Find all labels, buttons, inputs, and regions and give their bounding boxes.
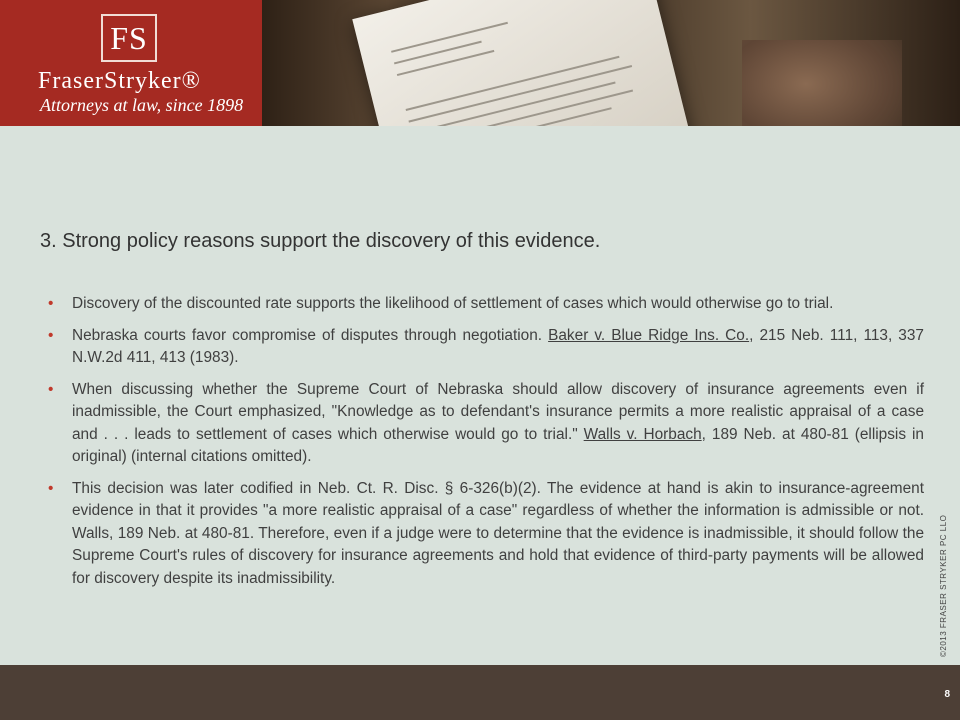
slide-header — [0, 0, 960, 126]
bullet-text: When discussing whether the Supreme Court of Nebraska should allow discovery of insurance agreements even if inadmissible, the Court emphasized, "Knowledge as to defendant's insurance permits a more realistic appraisal of a case and . . . leads to settlement of cases which otherwise would go to trial." — [72, 380, 924, 443]
bullet-icon: • — [48, 380, 54, 398]
bullet-text: Nebraska courts favor compromise of disputes through negotiation. — [72, 326, 549, 344]
slide-title: 3. Strong policy reasons support the discovery of this evidence. — [40, 230, 601, 252]
hand-image — [742, 40, 902, 126]
monogram-logo: FS — [101, 14, 157, 62]
case-citation-link[interactable]: Baker v. Blue Ridge Ins. Co. — [548, 326, 750, 344]
list-item — [48, 379, 924, 469]
list-item — [48, 293, 924, 316]
footer-bar — [0, 665, 960, 720]
bullet-text: , 215 Neb. 111, 113, 337 N.W.2d 411, 413 (1983). — [72, 326, 924, 366]
firm-logo — [0, 0, 262, 126]
page-number: 8 — [944, 689, 950, 700]
case-citation-link[interactable]: Walls v. Horbach — [583, 425, 702, 443]
bullet-icon: • — [48, 295, 54, 312]
bullet-text: This decision was later codified in Neb. Ct. R. Disc. § 6-326(b)(2). The evidence at hand is akin to insurance-agreement evidence in that it provides "a more realistic appraisal of a case" regardless of whether the information is admissible or not. Walls, 189 Neb. at 480-81. Therefore, even if a judge were to determine that the evidence is inadmissible, it should follow the Supreme Court's rules of discovery for insurance agreements and hold that evidence of third-party payments will be allowed for discovery despite its inadmissibility. — [72, 479, 924, 587]
header-photo — [262, 0, 960, 126]
list-item — [48, 478, 924, 591]
document-image — [352, 0, 691, 126]
firm-name: FraserStryker® — [38, 68, 201, 94]
list-item — [48, 325, 924, 370]
firm-tagline: Attorneys at law, since 1898 — [40, 95, 244, 115]
bullet-text: , 189 Neb. at 480-81 (ellipsis in original) (internal citations omitted). — [72, 425, 924, 465]
copyright-notice: ©2013 FRASER STRYKER PC LLO — [939, 514, 948, 657]
bullet-icon: • — [48, 479, 54, 497]
bullet-list — [48, 293, 924, 599]
bullet-icon: • — [48, 326, 54, 344]
bullet-text: Discovery of the discounted rate supports the likelihood of settlement of cases which would otherwise go to trial. — [72, 295, 834, 312]
